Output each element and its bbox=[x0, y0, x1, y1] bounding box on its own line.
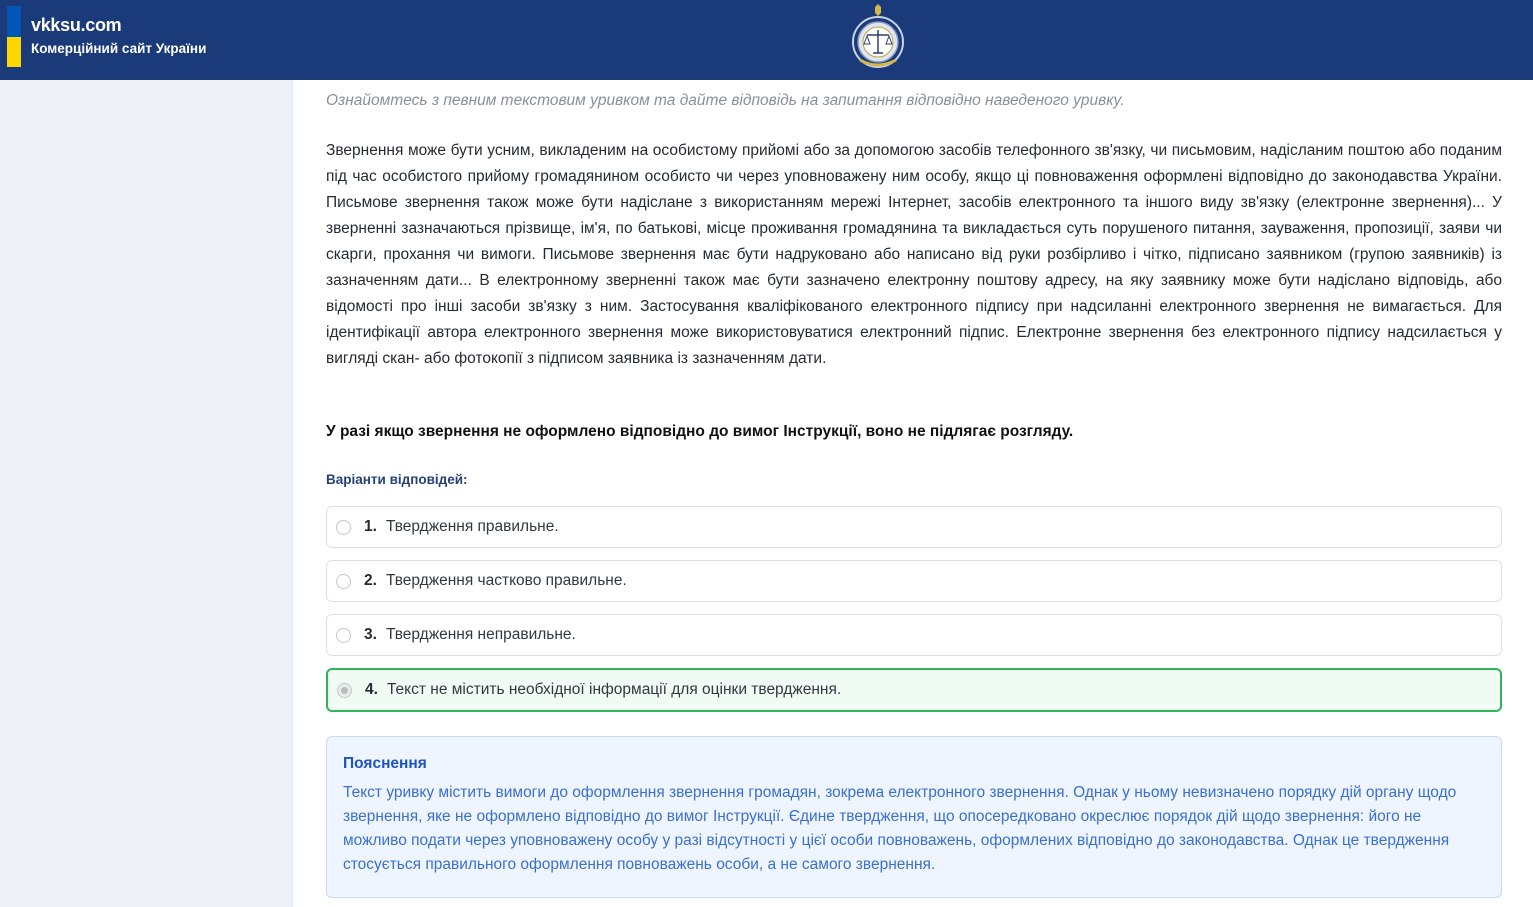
site-subtitle: Комерційний сайт України bbox=[31, 41, 207, 56]
question-instruction: Ознайомтесь з певним текстовим уривком та дайте відповідь на запитання відповідно наведеного уривку. bbox=[326, 92, 1125, 109]
site-name[interactable]: vkksu.com bbox=[31, 15, 122, 35]
question-passage: Звернення може бути усним, викладеним на особистому прийомі або за допомогою засобів телефонного зв'язку, чи письмовим, надісланим поштою або поданим під час особистого прийому громадянином особисто чи через уповноважену ним особу, якщо ці повноваження оформлені відповідно до законодавства України. Письмове звернення також може бути надіслане з використанням мережі Інтернет, засобів електронного та іншого виду зв'язку (електронне звернення)... У зверненні зазначаються прізвище, ім'я, по батькові, місце проживання громадянина та викладається суть порушеного питання, зауваження, пропозиції, заяви чи скарги, прохання чи вимоги. Письмове звернення має бути надруковано або написано від руки розбірливо і чітко, підписано заявником (групою заявників) із зазначенням дати... В електронному зверненні також має бути зазначено електронну поштову адресу, на яку заявнику може бути надіслано відповідь, або відомості про інші засоби зв'язку з ним. Застосування кваліфікованого електронного підпису при надсиланні електронного звернення не вимагається. Для ідентифікації автора електронного звернення може використовуватися електронний підпис. Електронне звернення без електронного підпису надсилається у вигляді скан- або фотокопії з підписом заявника із зазначенням дати. bbox=[326, 142, 1502, 367]
option-text: Твердження правильне. bbox=[385, 518, 559, 535]
answer-option-3[interactable] bbox=[326, 614, 1502, 656]
answers-label: Варіанти відповідей: bbox=[326, 472, 468, 487]
radio-button-selected[interactable] bbox=[337, 683, 352, 698]
answer-option-4-correct[interactable] bbox=[326, 668, 1502, 712]
answer-option-2[interactable] bbox=[326, 560, 1502, 602]
option-number: 3. bbox=[364, 626, 377, 643]
radio-button[interactable] bbox=[336, 628, 351, 643]
option-number: 2. bbox=[364, 572, 377, 589]
option-text: Твердження частково правильне. bbox=[385, 572, 627, 589]
question-statement: У разі якщо звернення не оформлено відповідно до вимог Інструкції, воно не підлягає розгляду. bbox=[326, 423, 1074, 440]
site-header bbox=[0, 0, 1533, 80]
court-emblem-icon[interactable] bbox=[848, 4, 908, 70]
radio-button[interactable] bbox=[336, 520, 351, 535]
sidebar bbox=[0, 80, 293, 907]
option-text: Текст не містить необхідної інформації для оцінки твердження. bbox=[386, 681, 842, 698]
option-number: 4. bbox=[365, 681, 378, 698]
explanation-title: Пояснення bbox=[343, 755, 427, 772]
explanation-box bbox=[326, 736, 1502, 898]
option-text: Твердження неправильне. bbox=[385, 626, 576, 643]
explanation-text: Текст уривку містить вимоги до оформлення звернення громадян, зокрема електронного звернення. Однак у ньому невизначено порядку дій органу щодо звернення, яке не оформлено відповідно до вимог Інструкції. Єдине твердження, що опосередковано окреслює порядок дій щодо звернення: його не можливо подати через уповноважену особу у разі відсутності у цієї особи повноважень, оформлених відповідно до законодавства. Однак це твердження стосується правильного оформлення повноважень особи, а не самого звернення. bbox=[343, 784, 1457, 873]
answer-option-1[interactable] bbox=[326, 506, 1502, 548]
ukraine-flag-icon bbox=[7, 6, 21, 67]
option-number: 1. bbox=[364, 518, 377, 535]
radio-button[interactable] bbox=[336, 574, 351, 589]
